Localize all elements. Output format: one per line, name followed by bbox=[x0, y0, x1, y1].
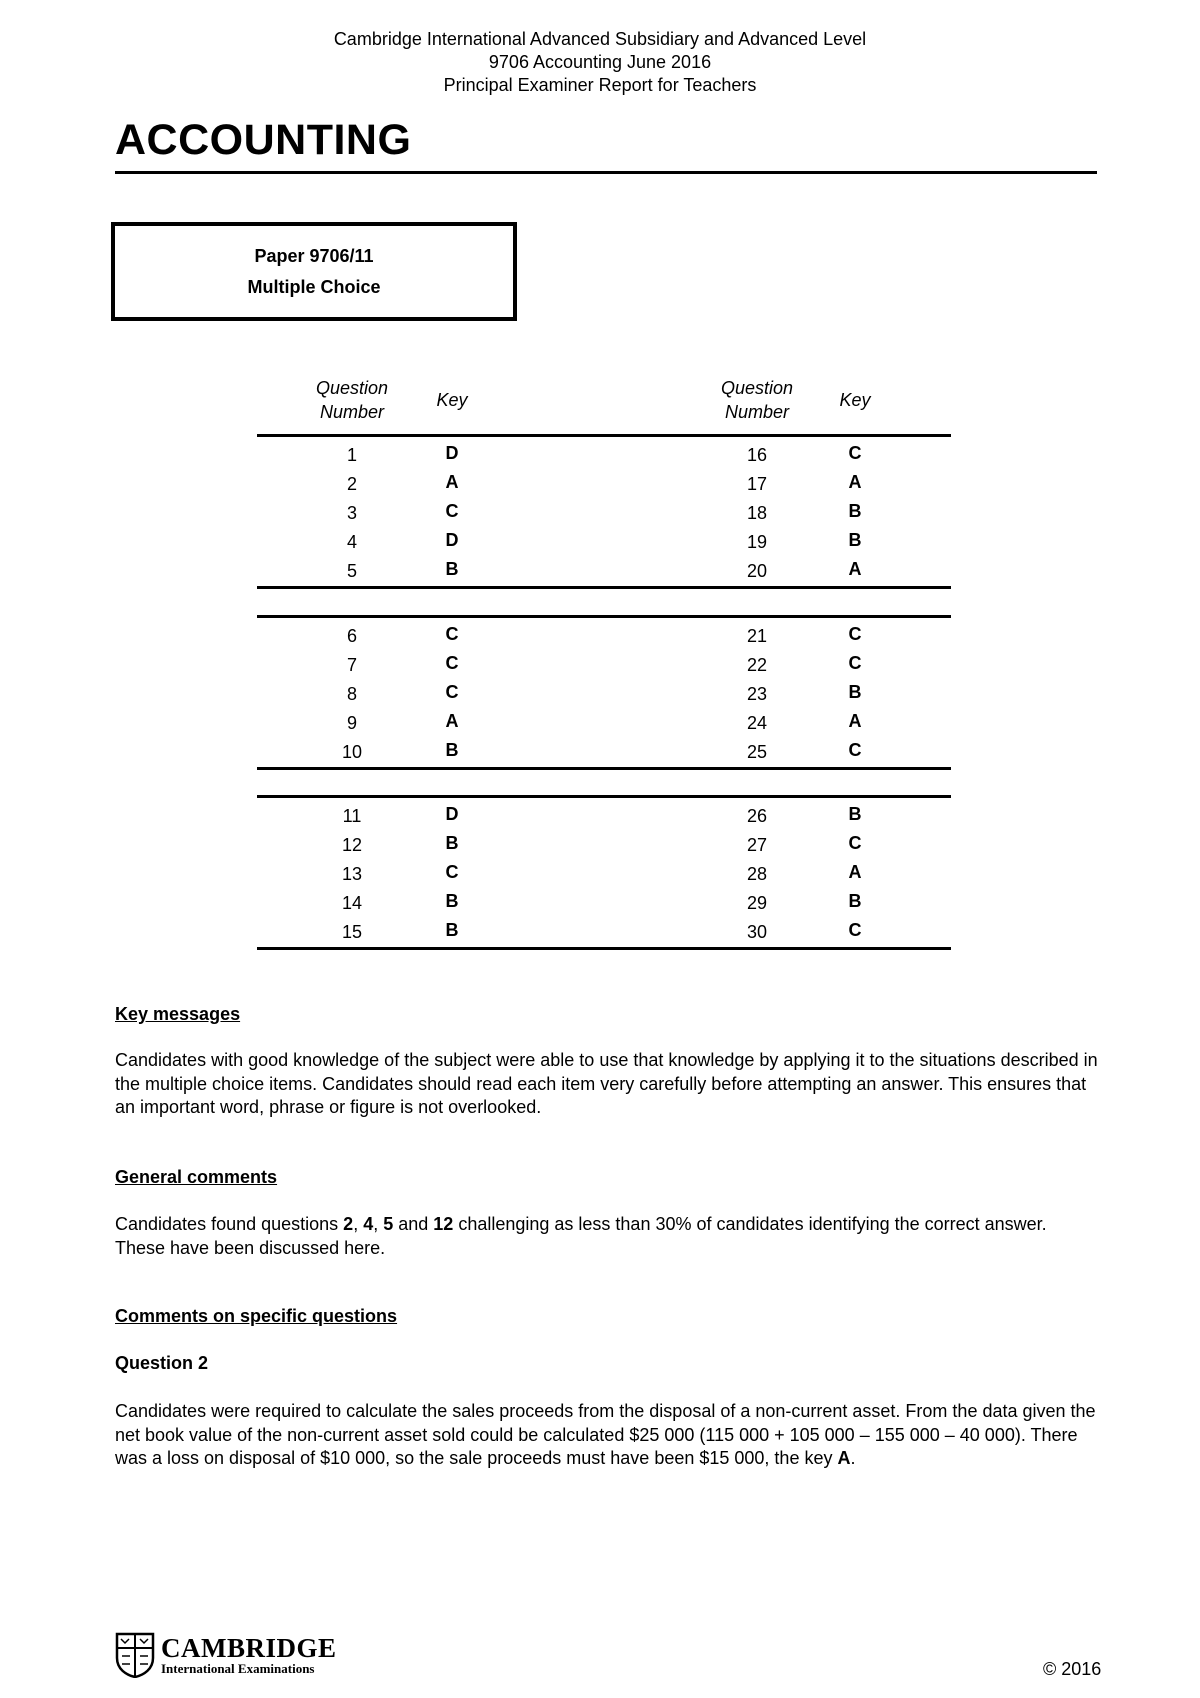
answer-key-cell: C bbox=[848, 624, 862, 644]
subject-title: ACCOUNTING bbox=[115, 116, 412, 164]
answer-key-cell: D bbox=[445, 530, 459, 550]
question-ref: 5 bbox=[383, 1214, 394, 1234]
answer-key-cell: B bbox=[445, 740, 459, 760]
answer-key-cell: C bbox=[848, 833, 862, 853]
question-number-cell: 29 bbox=[746, 893, 768, 913]
answer-key-cell: C bbox=[848, 740, 862, 760]
answer-key-cell: D bbox=[445, 804, 459, 824]
answer-key-cell: A bbox=[848, 472, 862, 492]
question-number-cell: 16 bbox=[746, 445, 768, 465]
answer-key-cell: A bbox=[848, 559, 862, 579]
logo-subtitle: International Examinations bbox=[161, 1660, 315, 1676]
question-number-cell: 14 bbox=[341, 893, 363, 913]
paper-number: Paper 9706/11 bbox=[254, 245, 374, 266]
question-ref: 12 bbox=[433, 1214, 454, 1234]
answer-key-cell: C bbox=[445, 653, 459, 673]
specific-comments-heading: Comments on specific questions bbox=[115, 1306, 398, 1326]
column-header-question-number: Question Number bbox=[720, 378, 794, 422]
copyright: © 2016 bbox=[1043, 1659, 1102, 1679]
answer-key-cell: A bbox=[848, 711, 862, 731]
question-number-cell: 10 bbox=[341, 742, 363, 762]
answer-key-cell: C bbox=[445, 682, 459, 702]
cambridge-logo bbox=[115, 1632, 337, 1678]
logo-wordmark: CAMBRIDGE bbox=[161, 1632, 337, 1663]
answer-key-cell: A bbox=[848, 862, 862, 882]
table-rule bbox=[257, 615, 951, 618]
answer-key-cell: A bbox=[445, 711, 459, 731]
question-2-heading: Question 2 bbox=[115, 1353, 209, 1373]
question-number-cell: 3 bbox=[346, 503, 357, 523]
answer-key-cell: B bbox=[848, 501, 862, 521]
question-ref: 4 bbox=[363, 1214, 374, 1234]
table-rule bbox=[257, 767, 951, 770]
answer-key-cell: B bbox=[848, 891, 862, 911]
answer-key-cell: B bbox=[848, 530, 862, 550]
question-number-cell: 7 bbox=[346, 655, 357, 675]
question-number-cell: 22 bbox=[746, 655, 768, 675]
general-comments-text: Candidates found questions 2, 4, 5 and 12 challenging as less than 30% of candidates identifying the correct answer. These have been discussed here. bbox=[115, 1214, 1047, 1258]
shield-icon bbox=[115, 1632, 155, 1678]
header-line-2: 9706 Accounting June 2016 bbox=[488, 52, 712, 72]
answer-key-cell: B bbox=[445, 833, 459, 853]
question-number-cell: 11 bbox=[342, 806, 362, 826]
question-number-cell: 8 bbox=[346, 684, 357, 704]
question-number-cell: 18 bbox=[746, 503, 768, 523]
paper-type: Multiple Choice bbox=[247, 276, 381, 297]
question-number-cell: 26 bbox=[746, 806, 768, 826]
table-rule bbox=[257, 434, 951, 437]
question-number-cell: 2 bbox=[346, 474, 357, 494]
column-header-key: Key bbox=[839, 390, 871, 410]
table-rule bbox=[257, 947, 951, 950]
header-line-1: Cambridge International Advanced Subsidiary and Advanced Level bbox=[333, 29, 867, 49]
question-number-cell: 27 bbox=[746, 835, 768, 855]
question-number-cell: 15 bbox=[341, 922, 363, 942]
paper-box bbox=[111, 222, 517, 321]
general-comments-heading: General comments bbox=[115, 1167, 278, 1187]
answer-key-cell: B bbox=[445, 920, 459, 940]
question-number-cell: 25 bbox=[746, 742, 768, 762]
answer-key-cell: D bbox=[445, 443, 459, 463]
table-rule bbox=[257, 586, 951, 589]
answer-key-ref: A bbox=[837, 1448, 851, 1468]
answer-key-cell: B bbox=[848, 804, 862, 824]
column-header-question-number: Question Number bbox=[315, 378, 389, 422]
question-ref: 2 bbox=[343, 1214, 354, 1234]
answer-key-cell: C bbox=[445, 501, 459, 521]
answer-key-cell: C bbox=[848, 920, 862, 940]
question-number-cell: 30 bbox=[746, 922, 768, 942]
answer-key-cell: A bbox=[445, 472, 459, 492]
answer-key-cell: C bbox=[445, 862, 459, 882]
question-number-cell: 13 bbox=[341, 864, 363, 884]
table-rule bbox=[257, 795, 951, 798]
column-header-key: Key bbox=[436, 390, 468, 410]
answer-key-cell: C bbox=[848, 443, 862, 463]
answer-key-cell: B bbox=[848, 682, 862, 702]
answer-key-cell: C bbox=[445, 624, 459, 644]
question-number-cell: 9 bbox=[346, 713, 357, 733]
question-number-cell: 23 bbox=[746, 684, 768, 704]
question-2-text: Candidates were required to calculate the sales proceeds from the disposal of a non-current asset. From the data given the net book value of the non-current asset sold could be calculated $25 000 (115 000 + 105 000 – 155 000 – 40 000). There was a loss on disposal of $10 000, so the sale proceeds must have been $15 000, the key A. bbox=[115, 1401, 1096, 1468]
question-number-cell: 19 bbox=[746, 532, 768, 552]
answer-key-cell: C bbox=[848, 653, 862, 673]
question-number-cell: 1 bbox=[346, 445, 357, 465]
question-number-cell: 21 bbox=[746, 626, 768, 646]
title-rule bbox=[115, 171, 1097, 174]
question-number-cell: 20 bbox=[746, 561, 768, 581]
question-number-cell: 6 bbox=[346, 626, 357, 646]
header-line-3: Principal Examiner Report for Teachers bbox=[443, 75, 757, 95]
answer-key-cell: B bbox=[445, 559, 459, 579]
question-number-cell: 5 bbox=[346, 561, 357, 581]
question-number-cell: 4 bbox=[346, 532, 357, 552]
key-messages-heading: Key messages bbox=[115, 1004, 241, 1024]
question-number-cell: 12 bbox=[341, 835, 363, 855]
report-header bbox=[0, 28, 1200, 97]
question-number-cell: 28 bbox=[746, 864, 768, 884]
answer-key-cell: B bbox=[445, 891, 459, 911]
question-number-cell: 24 bbox=[746, 713, 768, 733]
key-messages-text: Candidates with good knowledge of the subject were able to use that knowledge by applying it to the situations described in the multiple choice items. Candidates should read each item very carefully before attempting an answer. This ensures that an important word, phrase or figure is not overlooked. bbox=[115, 1050, 1098, 1117]
question-number-cell: 17 bbox=[746, 474, 768, 494]
